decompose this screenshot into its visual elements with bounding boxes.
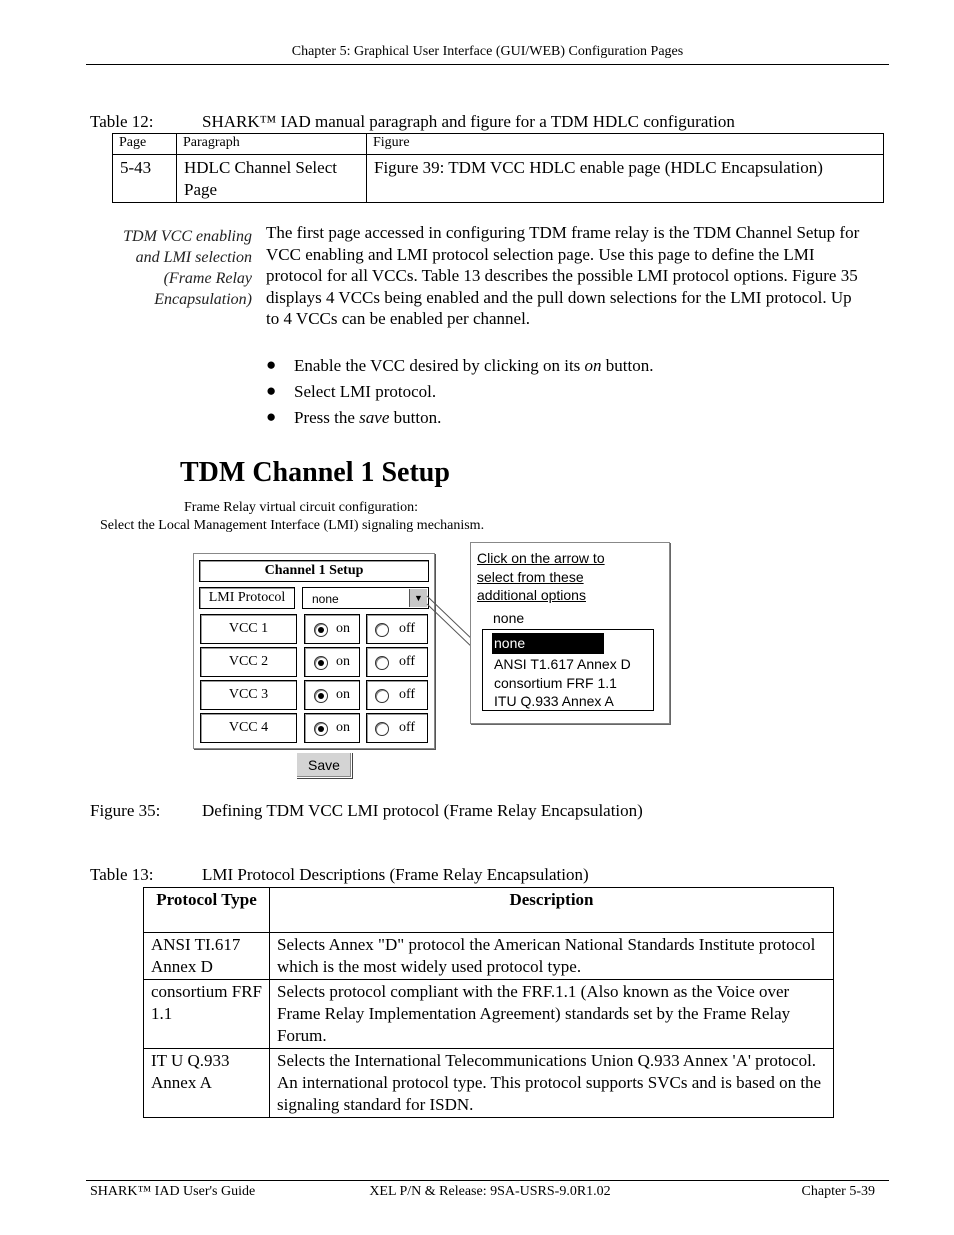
radio-off-label: off: [399, 621, 416, 636]
table12-cell-paragraph: HDLC Channel Select Page: [177, 155, 367, 203]
callout-current-value: none: [493, 610, 525, 626]
table-row: [144, 980, 834, 1049]
table13-title: LMI Protocol Descriptions (Frame Relay Encapsulation): [202, 865, 589, 884]
bullet-text: button.: [601, 356, 654, 375]
table13-label: Table 13:: [90, 865, 154, 884]
protocol-type-cell: ANSI TI.617 Annex D: [144, 933, 270, 980]
chevron-down-icon[interactable]: ▼: [409, 589, 427, 607]
sidebar-note-line: (Frame Relay: [163, 270, 252, 287]
sidebar-note-line: Encapsulation): [154, 291, 252, 308]
vcc4-on-option[interactable]: [304, 713, 360, 743]
dropdown-options-list: [482, 629, 654, 711]
bullet-emphasis: save: [359, 408, 390, 427]
radio-on-label: on: [336, 720, 350, 735]
protocol-description-cell: Selects Annex "D" protocol the American National Standards Institute protocol which is the most widely used protocol type.: [270, 933, 834, 980]
callout-note-line: select from these: [477, 568, 584, 585]
table12-cell-page: 5-43: [113, 155, 177, 203]
footer-right: Chapter 5-39: [801, 1184, 875, 1199]
dropdown-option[interactable]: ANSI T1.617 Annex D: [494, 656, 631, 672]
radio-selected-icon[interactable]: [314, 623, 328, 637]
dropdown-option[interactable]: ITU Q.933 Annex A: [494, 693, 614, 709]
dropdown-option[interactable]: consortium FRF 1.1: [494, 675, 617, 691]
radio-selected-icon[interactable]: [314, 689, 328, 703]
radio-on-label: on: [336, 654, 350, 669]
dropdown-option-selected[interactable]: none: [492, 633, 604, 654]
table12-title: SHARK™ IAD manual paragraph and figure for a TDM HDLC configuration: [202, 112, 735, 131]
radio-selected-icon[interactable]: [314, 656, 328, 670]
table12-cell-figure: Figure 39: TDM VCC HDLC enable page (HDLC Encapsulation): [367, 155, 884, 203]
vcc-label: VCC 1: [200, 614, 297, 644]
bullet-text: button.: [389, 408, 442, 427]
radio-on-label: on: [336, 687, 350, 702]
radio-selected-icon[interactable]: [314, 722, 328, 736]
table13: [143, 887, 834, 1118]
table-row: [144, 1049, 834, 1118]
protocol-description-cell: Selects the International Telecommunications Union Q.933 Annex 'A' protocol. An international protocol type. This protocol supports SVCs and is based on the signaling standard for ISDN.: [270, 1049, 834, 1118]
sidebar-note: [100, 226, 252, 310]
radio-off-label: off: [399, 720, 416, 735]
table12: [112, 133, 884, 203]
figure-subtitle: Frame Relay virtual circuit configuration:: [184, 500, 419, 515]
radio-unselected-icon[interactable]: [375, 722, 389, 736]
table13-header-protocol: Protocol Type: [144, 888, 270, 933]
bullet-text: Press the: [294, 408, 360, 427]
sidebar-note-line: and LMI selection: [135, 249, 252, 266]
figure-subtitle: Select the Local Management Interface (LMI) signaling mechanism.: [100, 518, 485, 533]
header-rule: [86, 64, 889, 65]
protocol-type-cell: IT U Q.933 Annex A: [144, 1049, 270, 1118]
vcc-label: VCC 4: [200, 713, 297, 743]
callout-note-line: Click on the arrow to: [477, 550, 605, 566]
footer-left: SHARK™ IAD User's Guide: [90, 1184, 256, 1199]
table12-header-paragraph: Paragraph: [177, 134, 367, 155]
dropdown-callout: [470, 542, 670, 724]
figure35-caption: Defining TDM VCC LMI protocol (Frame Relay Encapsulation): [202, 801, 643, 820]
page-title: TDM Channel 1 Setup: [180, 457, 450, 488]
footer-rule: [86, 1180, 889, 1181]
channel-setup-panel: [193, 553, 435, 749]
table12-header-page: Page: [113, 134, 177, 155]
radio-off-label: off: [399, 687, 416, 702]
radio-unselected-icon[interactable]: [375, 689, 389, 703]
radio-unselected-icon[interactable]: [375, 623, 389, 637]
bullet-text: Select LMI protocol.: [294, 382, 437, 401]
bullet-text: Enable the VCC desired by clicking on its: [294, 356, 585, 375]
save-button[interactable]: Save: [296, 752, 352, 778]
vcc1-on-option[interactable]: [304, 614, 360, 644]
radio-unselected-icon[interactable]: [375, 656, 389, 670]
table12-label: Table 12:: [90, 112, 154, 131]
radio-off-label: off: [399, 654, 416, 669]
bullet-dot-icon: ●: [266, 355, 277, 374]
lmi-protocol-select[interactable]: [302, 587, 429, 609]
protocol-type-cell: consortium FRF 1.1: [144, 980, 270, 1049]
callout-note-line: additional options: [477, 587, 586, 603]
table-row: [144, 933, 834, 980]
panel-title: Channel 1 Setup: [199, 560, 429, 582]
bullet-dot-icon: ●: [266, 381, 277, 400]
chapter-header: Chapter 5: Graphical User Interface (GUI/WEB) Configuration Pages: [291, 44, 684, 59]
intro-paragraph: The first page accessed in configuring TDM frame relay is the TDM Channel Setup for VCC enabling and LMI protocol selection page. Use this page to define the LMI protocol for all VCCs. Table 13 describes the possible LMI protocol options. Figure 35 displays 4 VCCs being enabled and the pull down selections for the LMI protocol. Up to 4 VCCs can be enabled per channel.: [266, 223, 860, 328]
vcc3-on-option[interactable]: [304, 680, 360, 710]
bullet-emphasis: on: [584, 356, 602, 375]
vcc2-on-option[interactable]: [304, 647, 360, 677]
table13-header-description: Description: [270, 888, 834, 933]
radio-on-label: on: [336, 621, 350, 636]
vcc2-off-option[interactable]: [366, 647, 428, 677]
bullet-dot-icon: ●: [266, 407, 277, 426]
vcc4-off-option[interactable]: [366, 713, 428, 743]
vcc1-off-option[interactable]: [366, 614, 428, 644]
vcc3-off-option[interactable]: [366, 680, 428, 710]
lmi-protocol-label: LMI Protocol: [199, 587, 295, 609]
lmi-protocol-value: none: [312, 592, 339, 606]
footer-center: XEL P/N & Release: 9SA-USRS-9.0R1.02: [369, 1184, 611, 1199]
vcc-label: VCC 2: [200, 647, 297, 677]
sidebar-note-line: TDM VCC enabling: [123, 228, 252, 245]
protocol-description-cell: Selects protocol compliant with the FRF.1.1 (Also known as the Voice over Frame Relay Implementation Agreement) standards set by the Frame Relay Forum.: [270, 980, 834, 1049]
vcc-label: VCC 3: [200, 680, 297, 710]
figure35-label: Figure 35:: [90, 801, 161, 820]
table12-header-figure: Figure: [367, 134, 884, 155]
